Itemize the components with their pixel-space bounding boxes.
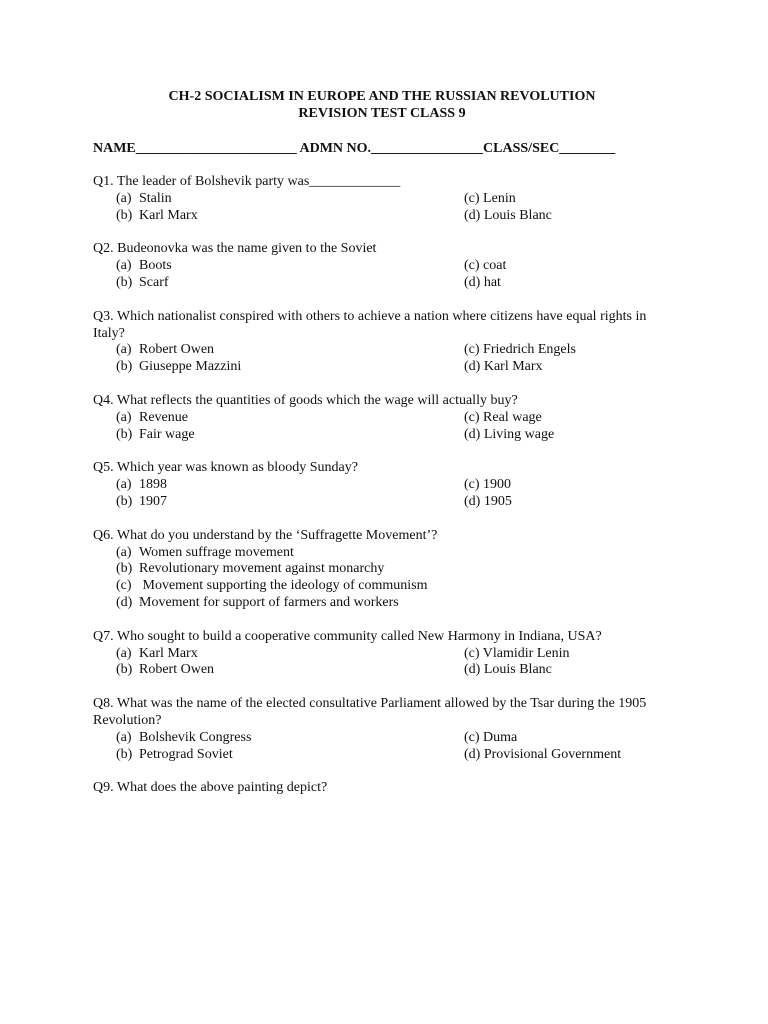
option-b: (b) Robert Owen	[116, 662, 215, 678]
option-b: (b) Giuseppe Mazzini	[116, 359, 242, 375]
option-d: (d) Living wage	[464, 426, 555, 442]
title-block	[93, 88, 671, 122]
page-title: CH-2 SOCIALISM IN EUROPE AND THE RUSSIAN REVOLUTION	[168, 89, 596, 104]
option-b: (b) Fair wage	[116, 426, 195, 442]
question-text: Q8. What was the name of the elected consultative Parliament allowed by the Tsar during the 1905 Revolution?	[93, 696, 647, 728]
question-1	[93, 174, 671, 224]
option-b: (b) 1907	[116, 493, 167, 509]
question-text: Q6. What do you understand by the ‘Suffragette Movement’?	[93, 527, 438, 543]
question-4	[93, 393, 671, 443]
option-c: (c) Vlamidir Lenin	[464, 645, 570, 661]
question-text: Q4. What reflects the quantities of goods which the wage will actually buy?	[93, 392, 518, 408]
option-a: (a) Robert Owen	[116, 342, 215, 358]
page-subtitle: REVISION TEST CLASS 9	[298, 106, 466, 121]
option-b: (b) Karl Marx	[116, 207, 198, 223]
option-d: (d) Movement for support of farmers and workers	[116, 594, 399, 610]
options-grid	[93, 258, 671, 292]
option-b: (b) Revolutionary movement against monarchy	[116, 561, 385, 577]
question-list	[93, 174, 671, 797]
options-grid	[93, 410, 671, 444]
question-text: Q9. What does the above painting depict?	[93, 780, 328, 796]
question-6	[93, 528, 671, 612]
option-d: (d) Louis Blanc	[464, 207, 552, 223]
options-grid	[93, 730, 671, 764]
question-text: Q7. Who sought to build a cooperative community called New Harmony in Indiana, USA?	[93, 628, 602, 644]
option-c: (c) Friedrich Engels	[464, 342, 576, 358]
question-text: Q3. Which nationalist conspired with others to achieve a nation where citizens have equal rights in Italy?	[93, 308, 647, 341]
question-9	[93, 780, 671, 797]
option-a: (a) Boots	[116, 258, 172, 274]
option-c: (c) Lenin	[464, 190, 516, 206]
option-c: (c) Real wage	[464, 409, 542, 425]
question-text: Q1. The leader of Bolshevik party was_____________	[93, 174, 401, 189]
option-c: (c) Duma	[464, 729, 518, 745]
options-grid	[93, 342, 671, 376]
option-d: (d) 1905	[464, 493, 512, 509]
options-grid	[93, 191, 671, 225]
options-grid	[93, 477, 671, 511]
question-7	[93, 629, 671, 679]
option-b: (b) Petrograd Soviet	[116, 746, 233, 762]
option-a: (a) 1898	[116, 477, 167, 493]
question-3	[93, 309, 671, 376]
option-a: (a) Women suffrage movement	[116, 544, 294, 560]
option-c: (c) 1900	[464, 477, 512, 493]
option-a: (a) Revenue	[116, 409, 188, 425]
student-info-line: NAME_______________________ ADMN NO.________________CLASS/SEC________	[93, 141, 616, 156]
option-d: (d) hat	[464, 274, 501, 290]
question-text: Q5. Which year was known as bloody Sunday?	[93, 460, 358, 476]
question-2	[93, 241, 671, 291]
question-8	[93, 696, 671, 763]
question-text: Q2. Budeonovka was the name given to the Soviet	[93, 241, 377, 257]
question-5	[93, 460, 671, 510]
option-a: (a) Karl Marx	[116, 645, 198, 661]
option-a: (a) Stalin	[116, 190, 172, 206]
options-grid	[93, 646, 671, 680]
option-d: (d) Provisional Government	[464, 746, 622, 762]
option-c: (c) Movement supporting the ideology of communism	[116, 578, 428, 594]
options-list	[93, 545, 671, 612]
option-b: (b) Scarf	[116, 274, 169, 290]
option-d: (d) Karl Marx	[464, 359, 543, 375]
option-c: (c) coat	[464, 258, 507, 274]
option-d: (d) Louis Blanc	[464, 662, 552, 678]
option-a: (a) Bolshevik Congress	[116, 729, 252, 745]
